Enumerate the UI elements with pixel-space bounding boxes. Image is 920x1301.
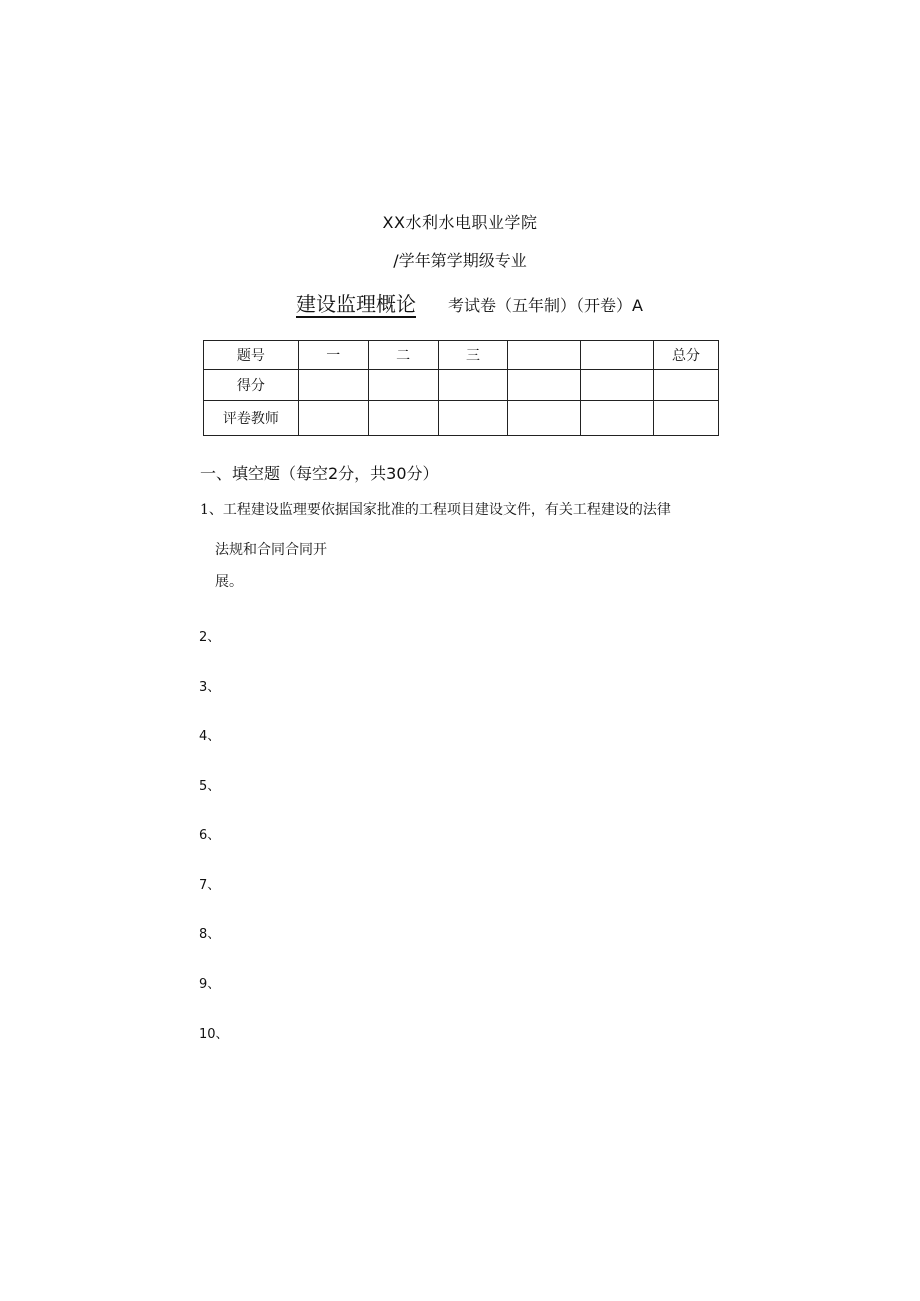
- question-4: 4、: [199, 729, 221, 744]
- grader-cell[interactable]: [438, 401, 508, 436]
- score-row: [204, 370, 719, 401]
- course-name: 建设监理概论: [296, 292, 416, 316]
- grader-cell[interactable]: [298, 401, 368, 436]
- row-label-grader: 评卷教师: [204, 401, 299, 436]
- score-cell[interactable]: [654, 370, 719, 401]
- question-8: 8、: [199, 927, 221, 942]
- header-cell-3: 三: [438, 341, 508, 370]
- header-cell-1: 一: [298, 341, 368, 370]
- question-9: 9、: [199, 977, 221, 992]
- question-1-line-3: 展。: [215, 574, 243, 590]
- section-title-fill-blank: 一、填空题（每空2分，共30分）: [200, 464, 439, 483]
- score-table: [203, 340, 719, 436]
- grader-cell[interactable]: [368, 401, 438, 436]
- question-7: 7、: [199, 878, 221, 893]
- header-cell-5: [581, 341, 654, 370]
- question-1-line-1: 1、工程建设监理要依据国家批准的工程项目建设文件，有关工程建设的法律: [200, 502, 671, 518]
- header-cell-question-no: 题号: [204, 341, 299, 370]
- term-line: /学年第学期级专业: [393, 251, 527, 270]
- score-cell[interactable]: [438, 370, 508, 401]
- score-cell[interactable]: [368, 370, 438, 401]
- school-name: XX水利水电职业学院: [382, 213, 538, 232]
- row-label-score: 得分: [204, 370, 299, 401]
- question-3: 3、: [199, 680, 221, 695]
- score-cell[interactable]: [581, 370, 654, 401]
- question-5: 5、: [199, 779, 221, 794]
- header-cell-2: 二: [368, 341, 438, 370]
- header-cell-total: 总分: [654, 341, 719, 370]
- question-10: 10、: [199, 1027, 229, 1042]
- grader-row: [204, 401, 719, 436]
- question-1-line-2: 法规和合同合同开: [215, 542, 327, 558]
- question-1: [200, 500, 730, 592]
- question-2: 2、: [199, 630, 221, 645]
- score-cell[interactable]: [298, 370, 368, 401]
- question-6: 6、: [199, 828, 221, 843]
- exam-title: [296, 288, 716, 317]
- score-table-header-row: [204, 341, 719, 370]
- grader-cell[interactable]: [581, 401, 654, 436]
- exam-type: 考试卷（五年制）（开卷）A: [448, 296, 643, 315]
- score-cell[interactable]: [508, 370, 581, 401]
- grader-cell[interactable]: [508, 401, 581, 436]
- header-cell-4: [508, 341, 581, 370]
- grader-cell[interactable]: [654, 401, 719, 436]
